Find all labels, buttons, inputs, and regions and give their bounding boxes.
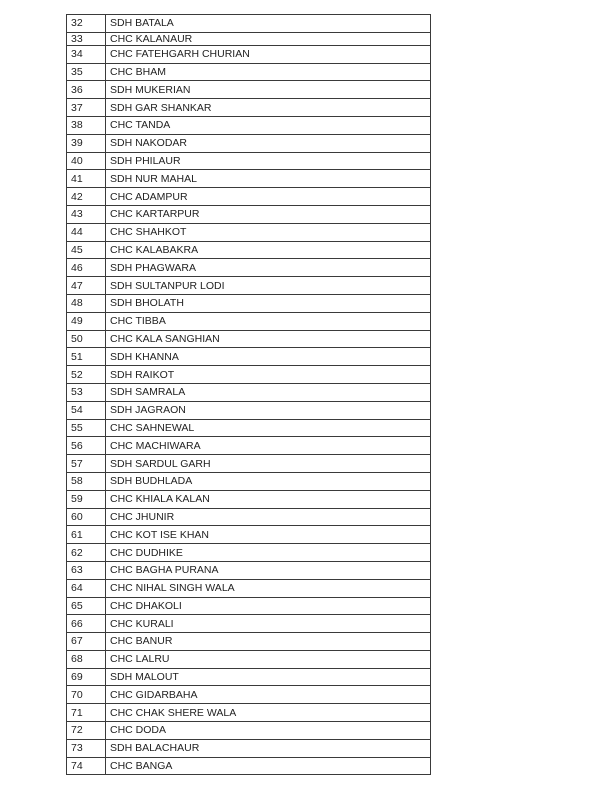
table-row [67,383,431,401]
table-row [67,668,431,686]
table-row [67,472,431,490]
row-number: 35 [67,63,106,81]
table-row [67,134,431,152]
row-number: 74 [67,757,106,775]
table-row [67,259,431,277]
row-number: 62 [67,544,106,562]
table-row [67,188,431,206]
facility-name: SDH GAR SHANKAR [106,99,431,117]
facility-name: CHC SAHNEWAL [106,419,431,437]
table-row [67,170,431,188]
table-row [67,99,431,117]
facility-name: SDH SARDUL GARH [106,455,431,473]
facility-name: CHC NIHAL SINGH WALA [106,579,431,597]
table-row [67,205,431,223]
row-number: 54 [67,401,106,419]
row-number: 52 [67,366,106,384]
table-row [67,366,431,384]
row-number: 48 [67,294,106,312]
table-row [67,686,431,704]
table-row [67,419,431,437]
row-number: 64 [67,579,106,597]
row-number: 69 [67,668,106,686]
table-row [67,561,431,579]
facility-name: CHC KARTARPUR [106,205,431,223]
facility-name: CHC BHAM [106,63,431,81]
facility-name: CHC KALANAUR [106,32,431,45]
facility-name: SDH BATALA [106,15,431,33]
facility-name: CHC KALA SANGHIAN [106,330,431,348]
facility-name: SDH PHAGWARA [106,259,431,277]
row-number: 71 [67,704,106,722]
facility-name: CHC BANUR [106,633,431,651]
row-number: 32 [67,15,106,33]
table-row [67,401,431,419]
facility-name: SDH SULTANPUR LODI [106,277,431,295]
table-row [67,739,431,757]
table-row [67,490,431,508]
facility-name: CHC MACHIWARA [106,437,431,455]
table-row [67,722,431,740]
row-number: 53 [67,383,106,401]
table-row [67,615,431,633]
table-row [67,526,431,544]
facility-name: CHC KALABAKRA [106,241,431,259]
row-number: 56 [67,437,106,455]
row-number: 66 [67,615,106,633]
facility-name: CHC KHIALA KALAN [106,490,431,508]
row-number: 58 [67,472,106,490]
facility-name: CHC KOT ISE KHAN [106,526,431,544]
facility-name: CHC BAGHA PURANA [106,561,431,579]
row-number: 40 [67,152,106,170]
row-number: 45 [67,241,106,259]
facility-name: CHC DHAKOLI [106,597,431,615]
table-row [67,330,431,348]
row-number: 37 [67,99,106,117]
facility-name: CHC SHAHKOT [106,223,431,241]
row-number: 33 [67,32,106,45]
facility-name: CHC DODA [106,722,431,740]
row-number: 73 [67,739,106,757]
table-row [67,704,431,722]
table-row [67,32,431,45]
row-number: 49 [67,312,106,330]
table-row [67,633,431,651]
table-row [67,294,431,312]
table-row [67,508,431,526]
facility-name: CHC LALRU [106,650,431,668]
facility-name: SDH MALOUT [106,668,431,686]
row-number: 42 [67,188,106,206]
table-row [67,116,431,134]
row-number: 46 [67,259,106,277]
table-row [67,437,431,455]
table-row [67,45,431,63]
facility-name: CHC CHAK SHERE WALA [106,704,431,722]
row-number: 55 [67,419,106,437]
facility-name: SDH BHOLATH [106,294,431,312]
facility-name: SDH BALACHAUR [106,739,431,757]
row-number: 38 [67,116,106,134]
facility-name: SDH JAGRAON [106,401,431,419]
row-number: 43 [67,205,106,223]
facility-name: CHC JHUNIR [106,508,431,526]
table-row [67,544,431,562]
table-row [67,348,431,366]
facility-name: CHC GIDARBAHA [106,686,431,704]
facility-name: CHC TANDA [106,116,431,134]
row-number: 44 [67,223,106,241]
facility-name: CHC ADAMPUR [106,188,431,206]
table-row [67,597,431,615]
table-row [67,63,431,81]
facility-name: CHC KURALI [106,615,431,633]
facility-name: CHC FATEHGARH CHURIAN [106,45,431,63]
row-number: 70 [67,686,106,704]
table-row [67,455,431,473]
row-number: 68 [67,650,106,668]
row-number: 65 [67,597,106,615]
table-row [67,223,431,241]
row-number: 61 [67,526,106,544]
facility-table-body [67,15,431,775]
facility-name: SDH PHILAUR [106,152,431,170]
facility-name: SDH SAMRALA [106,383,431,401]
row-number: 72 [67,722,106,740]
table-row [67,312,431,330]
row-number: 51 [67,348,106,366]
facility-name: CHC TIBBA [106,312,431,330]
row-number: 67 [67,633,106,651]
row-number: 59 [67,490,106,508]
row-number: 41 [67,170,106,188]
facility-name: CHC BANGA [106,757,431,775]
facility-name: SDH KHANNA [106,348,431,366]
facility-table [66,14,431,775]
table-row [67,277,431,295]
facility-name: SDH MUKERIAN [106,81,431,99]
table-row [67,757,431,775]
table-row [67,15,431,33]
table-row [67,650,431,668]
facility-name: CHC DUDHIKE [106,544,431,562]
facility-name: SDH NAKODAR [106,134,431,152]
row-number: 36 [67,81,106,99]
table-row [67,81,431,99]
row-number: 39 [67,134,106,152]
row-number: 63 [67,561,106,579]
row-number: 60 [67,508,106,526]
row-number: 34 [67,45,106,63]
row-number: 50 [67,330,106,348]
row-number: 57 [67,455,106,473]
facility-name: SDH BUDHLADA [106,472,431,490]
row-number: 47 [67,277,106,295]
facility-name: SDH NUR MAHAL [106,170,431,188]
facility-name: SDH RAIKOT [106,366,431,384]
table-row [67,152,431,170]
table-row [67,579,431,597]
table-row [67,241,431,259]
